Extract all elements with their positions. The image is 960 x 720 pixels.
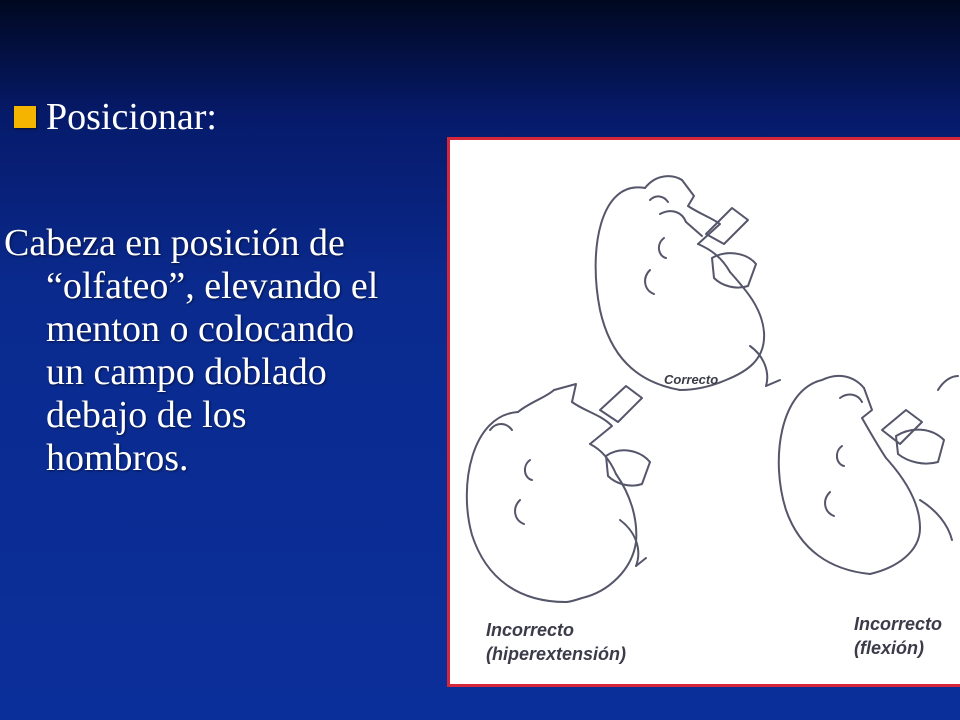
body-line: Cabeza en posición de [4, 222, 345, 264]
body-line: hombros. [46, 437, 189, 479]
infant-flexion-drawing [779, 376, 958, 574]
caption-flexion-line1: Incorrecto [854, 614, 943, 634]
caption-flexion-line2: (flexión) [854, 638, 924, 658]
caption-correct: Correcto [664, 372, 719, 387]
body-line: un campo doblado [46, 351, 327, 393]
bullet-label: Posicionar: [46, 96, 217, 138]
caption-hyperextension [486, 618, 626, 666]
infant-correct-drawing [596, 176, 780, 390]
caption-hyperextension-line2: (hiperextensión) [486, 644, 627, 664]
infant-hyperextension-drawing [467, 384, 650, 602]
infant-positioning-figure [447, 137, 960, 687]
body-text [4, 222, 454, 480]
body-line: debajo de los [46, 394, 247, 436]
bullet-item [14, 94, 217, 140]
body-line: “olfateo”, elevando el [46, 265, 379, 307]
bullet-square-icon [14, 106, 36, 128]
caption-flexion [854, 612, 942, 660]
caption-hyperextension-line1: Incorrecto [486, 620, 575, 640]
body-line: menton o colocando [46, 308, 355, 350]
